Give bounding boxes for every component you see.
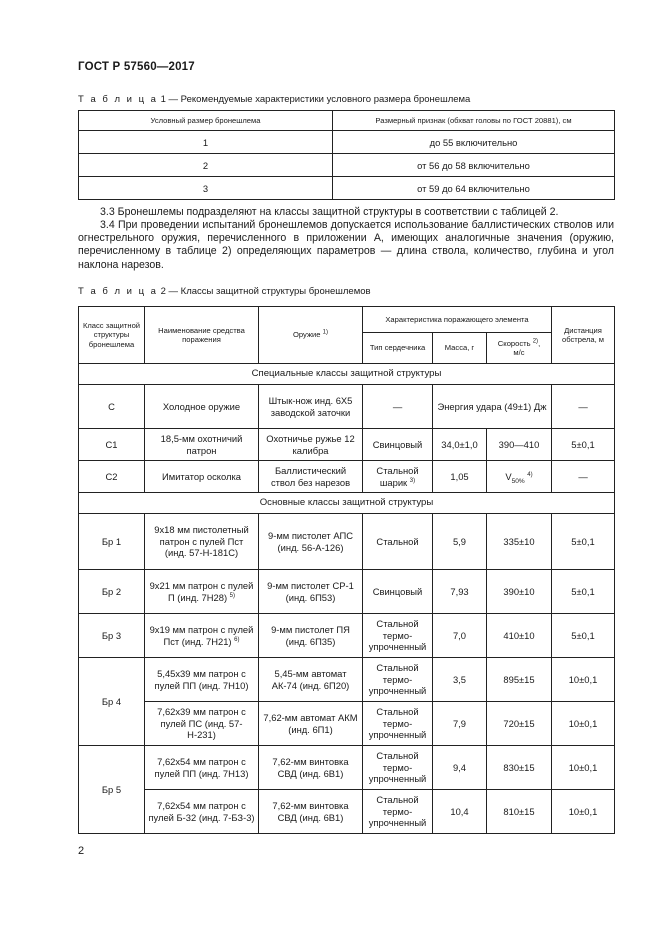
core-cell	[363, 461, 433, 493]
table2-caption	[78, 286, 371, 297]
class-cell: Бр 1	[79, 514, 145, 570]
header-weapon-label: Оружие	[293, 330, 321, 340]
footnote-ref: 3)	[409, 477, 416, 484]
distance-cell: 10±0,1	[552, 658, 615, 702]
distance-cell: 10±0,1	[552, 790, 615, 834]
class-cell: С2	[79, 461, 145, 493]
speed-cell: 390±10	[487, 570, 552, 614]
name-cell: 5,45х39 мм патрон с пулей ПП (инд. 7Н10)	[145, 658, 259, 702]
core-cell: Стальной термо-упрочненный	[363, 790, 433, 834]
table1-header-size: Условный размер бронешлема	[79, 111, 333, 131]
table-row	[79, 177, 615, 200]
table-row	[79, 702, 615, 746]
distance-cell: 5±0,1	[552, 514, 615, 570]
core-cell: Свинцовый	[363, 429, 433, 461]
name-cell: 7,62х39 мм патрон с пулей ПС (инд. 57-Н-231)	[145, 702, 259, 746]
table-row	[79, 131, 615, 154]
name-cell: Имитатор осколка	[145, 461, 259, 493]
mass-cell: 1,05	[433, 461, 487, 493]
table2-caption-text: — Классы защитной структуры бронешлемов	[165, 286, 371, 297]
name-cell: 7,62х54 мм патрон с пулей Б-32 (инд. 7-БЗ-3)	[145, 790, 259, 834]
header-class: Класс защитной структуры бронешлема	[79, 307, 145, 364]
distance-cell: —	[552, 461, 615, 493]
page-number: 2	[78, 845, 85, 857]
distance-cell: 5±0,1	[552, 614, 615, 658]
table1-caption	[78, 94, 470, 105]
energy-cell: Энергия удара (49±1) Дж	[433, 385, 552, 429]
distance-cell: 10±0,1	[552, 746, 615, 790]
class-cell: Бр 5	[79, 746, 145, 834]
section-title: Основные классы защитной структуры	[79, 493, 615, 514]
table1	[78, 110, 615, 200]
speed-cell: 335±10	[487, 514, 552, 570]
name-text: 9х21 мм патрон с пулей П (инд. 7Н28)	[149, 580, 254, 603]
footnote-ref: 1)	[322, 329, 328, 336]
speed-cell: 830±15	[487, 746, 552, 790]
mass-cell: 7,0	[433, 614, 487, 658]
range-cell: от 59 до 64 включительно	[333, 177, 615, 200]
range-cell: от 56 до 58 включительно	[333, 154, 615, 177]
paragraph-3-4: 3.4 При проведении испытаний бронешлемов допускается использование баллистических стволов или огнестрельного оружия, перечисленного в приложении А, имеющих аналогичные значения (оружию, перечисленному в таблице 2) определяющих параметров — длина ствола, количество, глубина и угол наклона нарезов.	[78, 219, 614, 271]
table-row	[79, 570, 615, 614]
mass-cell: 34,0±1,0	[433, 429, 487, 461]
mass-cell: 5,9	[433, 514, 487, 570]
class-cell: Бр 4	[79, 658, 145, 746]
name-text: 9х19 мм патрон с пулей Пст (инд. 7Н21)	[149, 624, 254, 647]
table-row	[79, 461, 615, 493]
table1-header-row	[79, 111, 615, 131]
core-cell: Стальной	[363, 514, 433, 570]
mass-cell: 7,93	[433, 570, 487, 614]
weapon-cell: 9-мм пистолет ПЯ (инд. 6П35)	[259, 614, 363, 658]
weapon-cell: 9-мм пистолет СР-1 (инд. 6П53)	[259, 570, 363, 614]
table-row	[79, 790, 615, 834]
table2-header-row	[79, 307, 615, 333]
size-cell: 2	[79, 154, 333, 177]
header-speed-label: Скорость	[497, 338, 531, 348]
table-row	[79, 658, 615, 702]
weapon-cell: 5,45-мм автомат АК-74 (инд. 6П20)	[259, 658, 363, 702]
table-row	[79, 614, 615, 658]
table1-header-range: Размерный признак (обхват головы по ГОСТ 20881), см	[333, 111, 615, 131]
weapon-cell: 7,62-мм винтовка СВД (инд. 6В1)	[259, 790, 363, 834]
table-row	[79, 154, 615, 177]
class-cell: Бр 3	[79, 614, 145, 658]
header-name: Наименование средства поражения	[145, 307, 259, 364]
table-row	[79, 429, 615, 461]
core-cell: Стальной термо-упрочненный	[363, 702, 433, 746]
footnote-ref: 2)	[532, 337, 539, 344]
section-row-special	[79, 364, 615, 385]
table2-caption-num: 2	[160, 286, 166, 297]
class-cell: Бр 2	[79, 570, 145, 614]
footnote-ref: 6)	[234, 636, 240, 643]
table1-caption-text: — Рекомендуемые характеристики условного размера бронешлема	[165, 94, 471, 105]
header-core-type: Тип сердечника	[363, 333, 433, 364]
name-cell	[145, 570, 259, 614]
table2-caption-prefix: Т а б л и ц а	[78, 286, 158, 297]
weapon-cell: 7,62-мм винтовка СВД (инд. 6В1)	[259, 746, 363, 790]
header-mass: Масса, г	[433, 333, 487, 364]
speed-cell: 720±15	[487, 702, 552, 746]
speed-symbol: V	[505, 470, 512, 482]
mass-cell: 7,9	[433, 702, 487, 746]
size-cell: 1	[79, 131, 333, 154]
weapon-cell: 7,62-мм автомат АКМ (инд. 6П1)	[259, 702, 363, 746]
core-cell: —	[363, 385, 433, 429]
table1-caption-prefix: Т а б л и ц а	[78, 94, 158, 105]
core-text: Стальной шарик	[376, 465, 419, 488]
core-cell: Стальной термо-упрочненный	[363, 614, 433, 658]
table-row	[79, 746, 615, 790]
speed-subscript: 50%	[511, 477, 525, 485]
header-weapon	[259, 307, 363, 364]
speed-cell	[487, 461, 552, 493]
name-cell	[145, 614, 259, 658]
range-cell: до 55 включительно	[333, 131, 615, 154]
distance-cell: —	[552, 385, 615, 429]
footnote-ref: 4)	[527, 471, 533, 478]
speed-cell: 390—410	[487, 429, 552, 461]
mass-cell: 10,4	[433, 790, 487, 834]
table-row	[79, 385, 615, 429]
weapon-cell: Баллистический ствол без нарезов	[259, 461, 363, 493]
distance-cell: 5±0,1	[552, 429, 615, 461]
mass-cell: 3,5	[433, 658, 487, 702]
distance-cell: 10±0,1	[552, 702, 615, 746]
name-cell: 18,5-мм охотничий патрон	[145, 429, 259, 461]
weapon-cell: 9-мм пистолет АПС (инд. 56-А-126)	[259, 514, 363, 570]
document-code: ГОСТ Р 57560—2017	[78, 61, 195, 73]
header-characteristic: Характеристика поражающего элемента	[363, 307, 552, 333]
core-cell: Стальной термо-упрочненный	[363, 746, 433, 790]
table2	[78, 306, 615, 834]
name-cell: 7,62х54 мм патрон с пулей ПП (инд. 7Н13)	[145, 746, 259, 790]
header-speed: Скорость $^{2)}$, м/с	[487, 333, 552, 364]
paragraph-3-3: 3.3 Бронешлемы подразделяют на классы защитной структуры в соответствии с таблицей 2.	[100, 206, 559, 218]
mass-cell: 9,4	[433, 746, 487, 790]
weapon-cell: Охотничье ружье 12 калибра	[259, 429, 363, 461]
class-cell: С1	[79, 429, 145, 461]
footnote-ref: 5)	[229, 592, 236, 599]
name-cell: Холодное оружие	[145, 385, 259, 429]
distance-cell: 5±0,1	[552, 570, 615, 614]
speed-cell: 410±10	[487, 614, 552, 658]
table-row	[79, 514, 615, 570]
section-row-basic	[79, 493, 615, 514]
table1-caption-num: 1	[160, 94, 166, 105]
header-speed-unit: м/с	[513, 348, 525, 357]
size-cell: 3	[79, 177, 333, 200]
section-title: Специальные классы защитной структуры	[79, 364, 615, 385]
name-cell: 9х18 мм пистолетный патрон с пулей Пст (инд. 57-Н-181С)	[145, 514, 259, 570]
speed-cell: 810±15	[487, 790, 552, 834]
speed-cell: 895±15	[487, 658, 552, 702]
header-distance: Дистанция обстрела, м	[552, 307, 615, 364]
weapon-cell: Штык-нож инд. 6Х5 заводской заточки	[259, 385, 363, 429]
core-cell: Стальной термо-упрочненный	[363, 658, 433, 702]
class-cell: С	[79, 385, 145, 429]
core-cell: Свинцовый	[363, 570, 433, 614]
